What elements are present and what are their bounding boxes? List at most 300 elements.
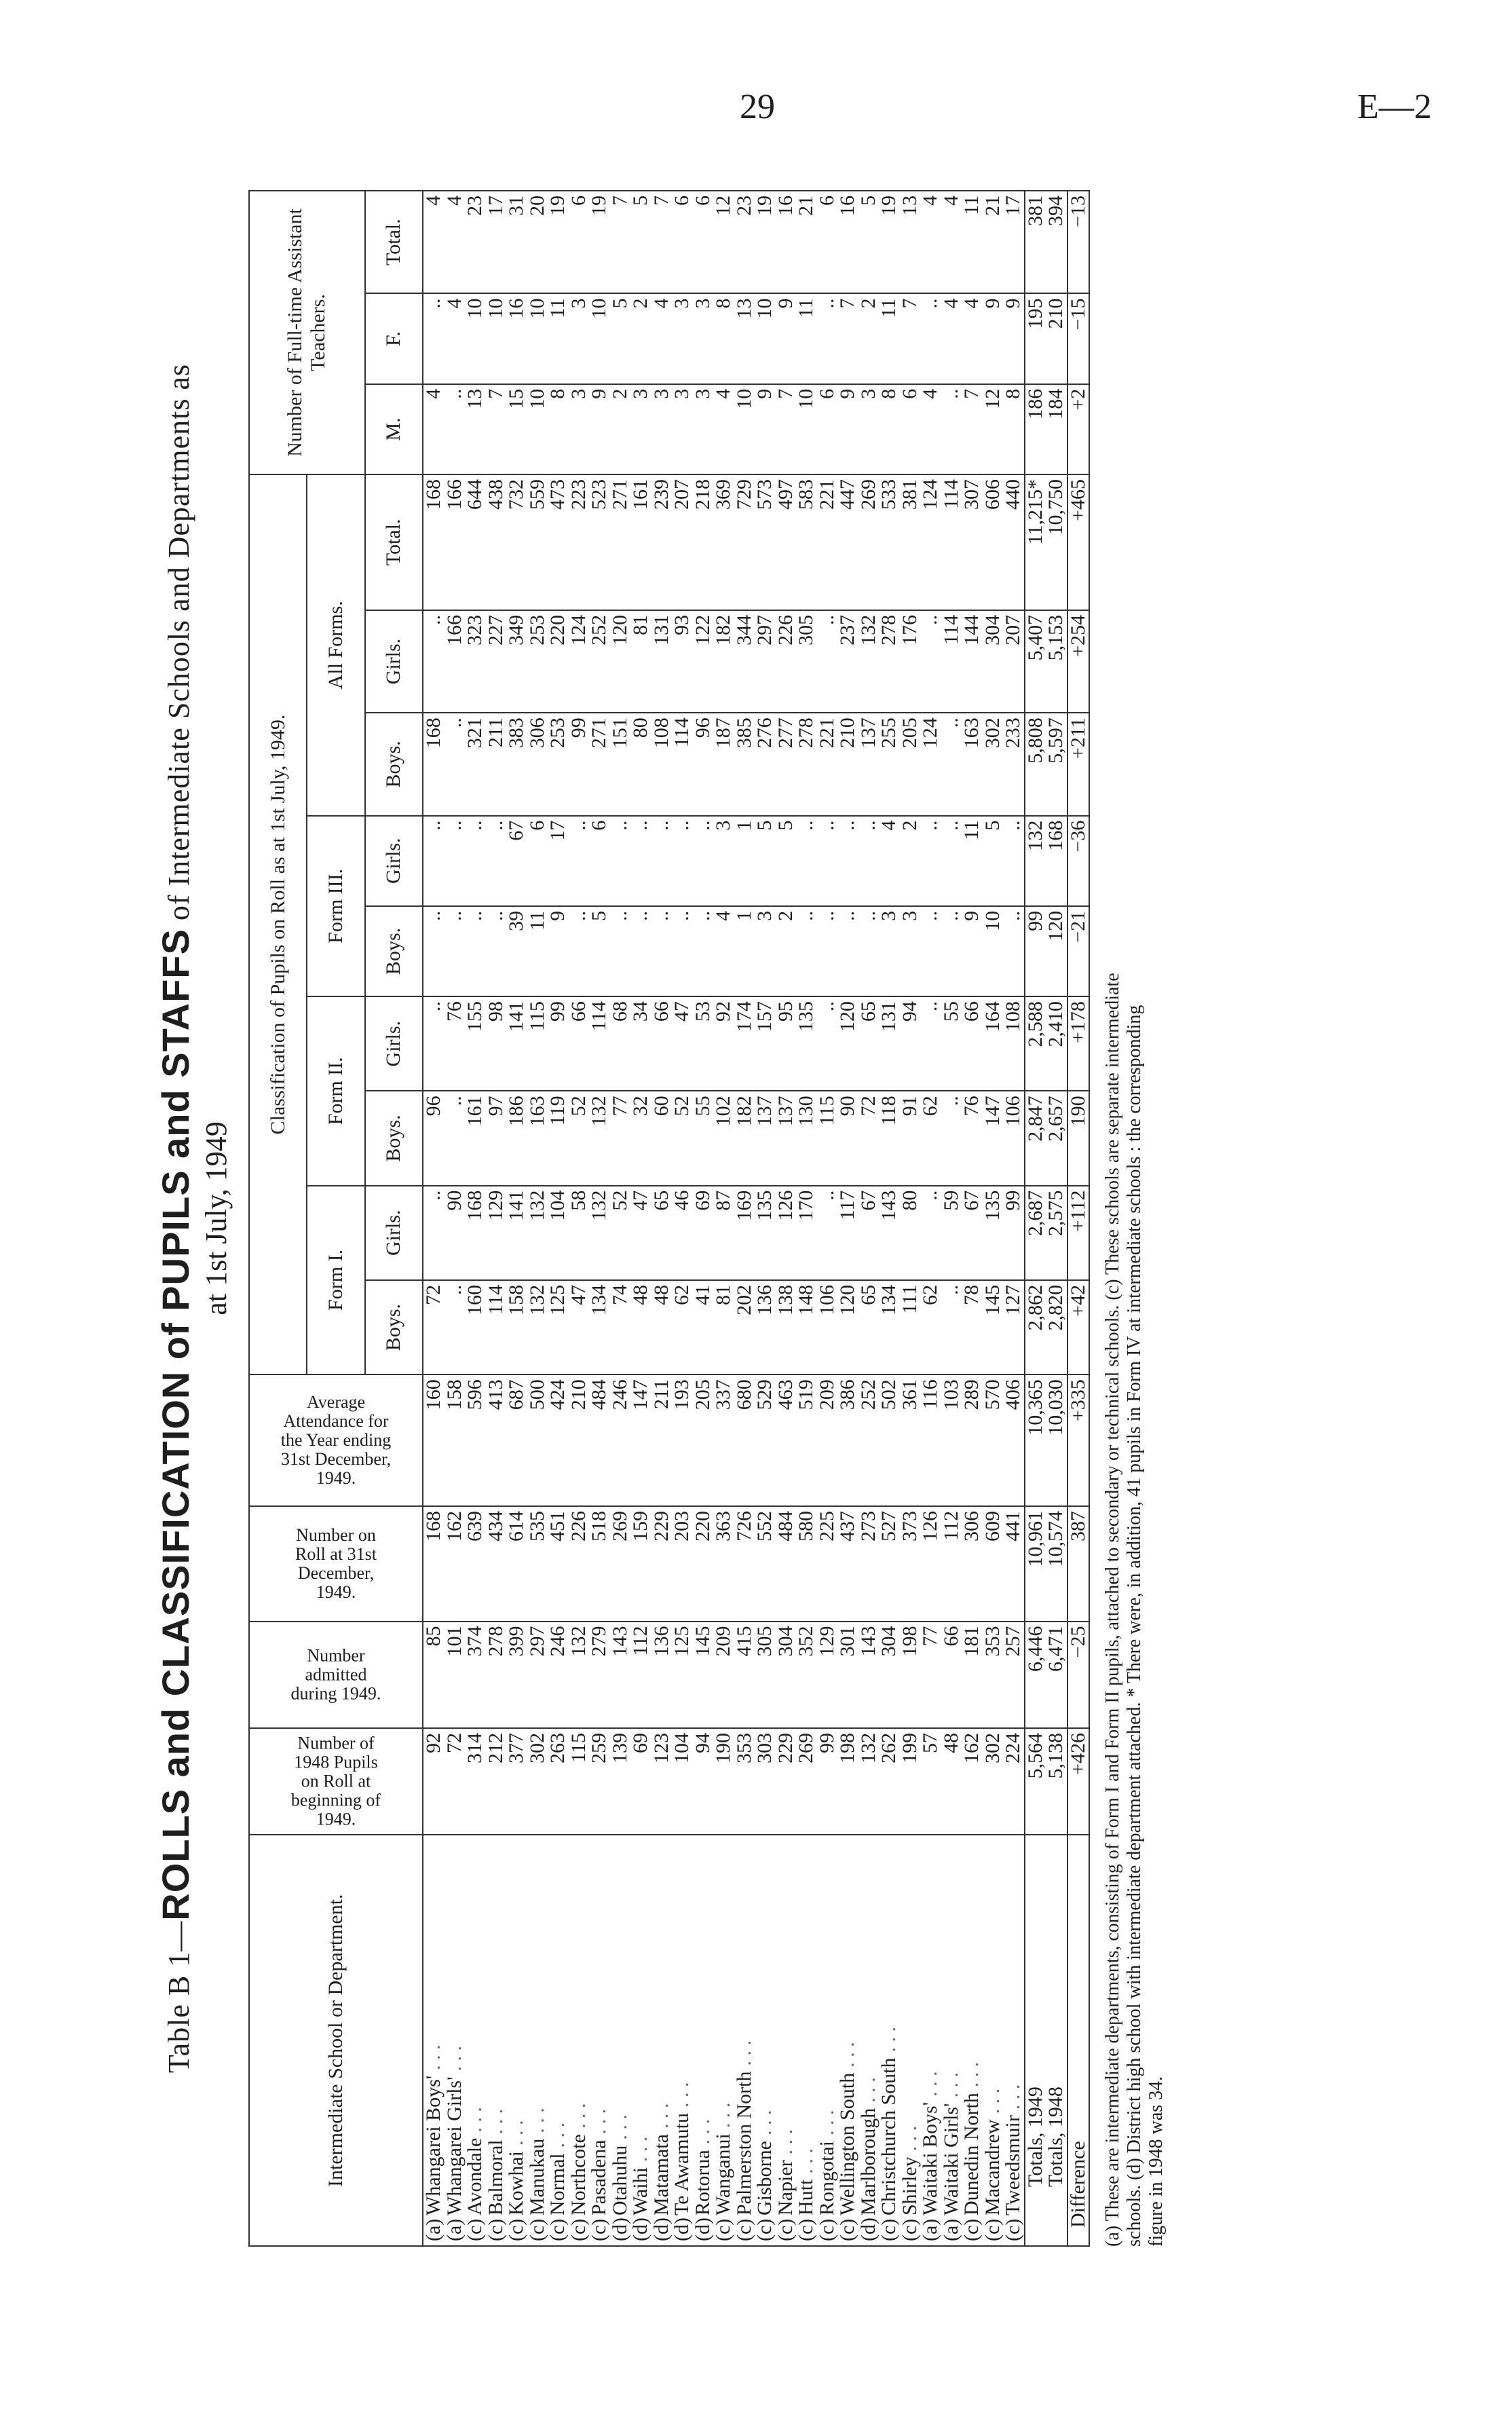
value-cell: 3	[630, 384, 651, 474]
value-cell: 212	[486, 1728, 507, 1835]
value-cell: ..	[486, 906, 507, 996]
header-girls: Girls.	[365, 1186, 423, 1280]
value-cell: 117	[837, 1186, 858, 1280]
school-name: Marlborough	[856, 2108, 880, 2215]
school-name: Palmerston North	[732, 2071, 755, 2215]
value-cell: 13	[734, 294, 755, 384]
value-cell: 102	[713, 1091, 734, 1185]
school-name: Dunedin North	[960, 2093, 983, 2215]
value-cell: 4	[651, 294, 673, 384]
value-cell: 120	[837, 1280, 858, 1374]
value-cell: 3	[693, 294, 714, 384]
school-name: Waitaki Girls'	[939, 2103, 962, 2215]
value-cell: ..	[423, 294, 445, 384]
value-cell: 78	[962, 1280, 983, 1374]
value-cell: 383	[506, 713, 527, 815]
value-cell: 176	[900, 610, 921, 713]
header-average-attendance: Average Attendance for the Year ending 31st December, 1949.	[249, 1374, 423, 1506]
school-name: Normal	[546, 2153, 569, 2215]
value-cell: 111	[900, 1280, 921, 1374]
value-cell: 190	[713, 1728, 734, 1835]
value-cell: ..	[817, 906, 838, 996]
value-cell: 278	[796, 713, 817, 815]
value-cell: 639	[465, 1506, 486, 1622]
value-cell: 269	[610, 1506, 631, 1622]
value-cell: 263	[548, 1728, 569, 1835]
value-cell: ..	[796, 816, 817, 906]
value-cell: 209	[817, 1374, 838, 1506]
value-cell: 2,410	[1046, 996, 1067, 1091]
value-cell: 97	[486, 1091, 507, 1185]
value-cell: 98	[486, 996, 507, 1091]
value-cell: 374	[465, 1622, 486, 1728]
value-cell: 729	[734, 474, 755, 610]
value-cell: 132	[858, 1728, 880, 1835]
header-roll-december: Number on Roll at 31st December, 1949.	[249, 1506, 423, 1622]
value-cell: 5,153	[1046, 610, 1067, 713]
value-cell: 413	[486, 1374, 507, 1506]
value-cell: ..	[423, 610, 445, 713]
value-cell: 306	[527, 713, 548, 815]
value-cell: 124	[569, 610, 590, 713]
leader-dots: . . .	[484, 2108, 507, 2135]
table-row	[423, 191, 445, 2246]
value-cell: 132	[1025, 816, 1046, 906]
value-cell: 108	[651, 713, 673, 815]
table-row	[589, 191, 610, 2246]
value-cell: 10	[465, 294, 486, 384]
header-form1: Form I.	[307, 1186, 364, 1375]
value-cell: ..	[445, 816, 466, 906]
value-cell: 203	[672, 1506, 693, 1622]
value-cell: 438	[486, 474, 507, 610]
value-cell: 271	[610, 474, 631, 610]
value-cell: 5	[983, 816, 1004, 906]
value-cell: 96	[693, 713, 714, 815]
value-cell: 13	[900, 191, 921, 294]
value-cell: 77	[920, 1622, 941, 1728]
value-cell: 106	[817, 1280, 838, 1374]
school-name: Napier	[774, 2160, 797, 2215]
value-cell: ..	[486, 816, 507, 906]
value-cell: 85	[423, 1622, 445, 1728]
value-cell: 21	[983, 191, 1004, 294]
value-cell: 6	[900, 384, 921, 474]
table-row	[1046, 191, 1067, 2246]
value-cell: 94	[900, 996, 921, 1091]
value-cell: 181	[962, 1622, 983, 1728]
value-cell: 7	[900, 294, 921, 384]
value-cell: 218	[693, 474, 714, 610]
value-cell: 3	[651, 384, 673, 474]
value-cell: 271	[589, 713, 610, 815]
school-type-tag: (d)	[608, 2218, 631, 2241]
value-cell: ..	[941, 816, 962, 906]
value-cell: 5,808	[1025, 713, 1046, 815]
header-girls: Girls.	[365, 816, 423, 906]
value-cell: 67	[506, 816, 527, 906]
value-cell: 220	[548, 610, 569, 713]
value-cell: 52	[610, 1186, 631, 1280]
leader-dots: . . .	[608, 2114, 631, 2140]
value-cell: ..	[941, 713, 962, 815]
value-cell: 570	[983, 1374, 1004, 1506]
value-cell: 381	[900, 474, 921, 610]
value-cell: 8	[879, 384, 900, 474]
value-cell: 162	[445, 1506, 466, 1622]
value-cell: 106	[1003, 1091, 1025, 1185]
value-cell: 198	[900, 1622, 921, 1728]
value-cell: 136	[651, 1622, 673, 1728]
school-name: Rotorua	[691, 2150, 714, 2215]
value-cell: 502	[879, 1374, 900, 1506]
school-name-cell	[610, 1835, 631, 2246]
value-cell: −36	[1067, 816, 1090, 906]
difference-label: Difference	[1066, 2141, 1089, 2228]
school-type-tag: (c)	[732, 2218, 755, 2241]
value-cell: 151	[610, 713, 631, 815]
value-cell: 76	[962, 1091, 983, 1185]
table-row	[776, 191, 797, 2246]
school-name: Northcote	[567, 2134, 590, 2215]
value-cell: 226	[569, 1506, 590, 1622]
value-cell: 9	[962, 906, 983, 996]
value-cell: 190	[1067, 1091, 1090, 1185]
table-row	[713, 191, 734, 2246]
table-row	[900, 191, 921, 2246]
table-row	[1003, 191, 1025, 2246]
school-name-cell	[755, 1835, 776, 2246]
value-cell: 3	[755, 906, 776, 996]
value-cell: 257	[1003, 1622, 1025, 1728]
school-type-tag: (c)	[588, 2218, 610, 2241]
value-cell: ..	[858, 906, 880, 996]
value-cell: 182	[713, 610, 734, 713]
value-cell: 62	[920, 1280, 941, 1374]
value-cell: 9	[755, 384, 776, 474]
value-cell: 158	[506, 1280, 527, 1374]
table-row	[734, 191, 755, 2246]
value-cell: 130	[796, 1091, 817, 1185]
value-cell: 644	[465, 474, 486, 610]
value-cell: 99	[569, 713, 590, 815]
value-cell: 20	[527, 191, 548, 294]
value-cell: ..	[445, 713, 466, 815]
value-cell: 67	[962, 1186, 983, 1280]
value-cell: 124	[920, 474, 941, 610]
value-cell: 441	[1003, 1506, 1025, 1622]
value-cell: ..	[465, 906, 486, 996]
school-type-tag: (c)	[960, 2218, 983, 2241]
value-cell: 170	[796, 1186, 817, 1280]
value-cell: 5	[858, 191, 880, 294]
value-cell: 195	[1025, 294, 1046, 384]
header-admitted: Number admitted during 1949.	[249, 1622, 423, 1728]
value-cell: 134	[879, 1280, 900, 1374]
value-cell: 2	[858, 294, 880, 384]
value-cell: 145	[693, 1622, 714, 1728]
value-cell: 2	[776, 906, 797, 996]
value-cell: 262	[879, 1728, 900, 1835]
school-name-cell	[589, 1835, 610, 2246]
school-name-cell	[713, 1835, 734, 2246]
value-cell: 141	[506, 1186, 527, 1280]
value-cell: 143	[610, 1622, 631, 1728]
value-cell: ..	[610, 906, 631, 996]
value-cell: 4	[920, 191, 941, 294]
leader-dots: . . .	[649, 2103, 673, 2129]
school-name: Whangarei Boys'	[422, 2075, 445, 2215]
value-cell: 227	[486, 610, 507, 713]
header-girls: Girls.	[365, 996, 423, 1091]
value-cell: 53	[693, 996, 714, 1091]
value-cell: ..	[1003, 816, 1025, 906]
value-cell: 12	[713, 191, 734, 294]
value-cell: 68	[610, 996, 631, 1091]
value-cell: 305	[755, 1622, 776, 1728]
value-cell: 114	[941, 474, 962, 610]
value-cell: 103	[941, 1374, 962, 1506]
table-row	[879, 191, 900, 2246]
value-cell: ..	[941, 1091, 962, 1185]
value-cell: 6,471	[1046, 1622, 1067, 1728]
value-cell: ..	[445, 1091, 466, 1185]
value-cell: 147	[630, 1374, 651, 1506]
value-cell: 10	[486, 294, 507, 384]
value-cell: 39	[506, 906, 527, 996]
value-cell: ..	[651, 816, 673, 906]
value-cell: 10	[796, 384, 817, 474]
value-cell: ..	[920, 294, 941, 384]
value-cell: 6	[589, 816, 610, 906]
value-cell: 4	[879, 816, 900, 906]
value-cell: 2,862	[1025, 1280, 1046, 1374]
value-cell: 385	[734, 713, 755, 815]
value-cell: 9	[776, 294, 797, 384]
school-type-tag: (c)	[484, 2218, 507, 2241]
value-cell: 2,575	[1046, 1186, 1067, 1280]
header-boys: Boys.	[365, 713, 423, 815]
value-cell: ..	[920, 1186, 941, 1280]
value-cell: 11	[548, 294, 569, 384]
value-cell: 497	[776, 474, 797, 610]
value-cell: 246	[548, 1622, 569, 1728]
school-name: Otahuhu	[608, 2145, 631, 2215]
value-cell: 323	[465, 610, 486, 713]
school-type-tag: (c)	[877, 2218, 900, 2241]
value-cell: 17	[548, 816, 569, 906]
value-cell: 2,820	[1046, 1280, 1067, 1374]
value-cell: 303	[755, 1728, 776, 1835]
value-cell: 135	[983, 1186, 1004, 1280]
value-cell: 139	[610, 1728, 631, 1835]
value-cell: 207	[1003, 610, 1025, 713]
value-cell: 11	[962, 191, 983, 294]
value-cell: 66	[941, 1622, 962, 1728]
value-cell: ..	[817, 816, 838, 906]
value-cell: 1	[734, 906, 755, 996]
header-all-forms: All Forms.	[307, 474, 364, 816]
value-cell: 437	[837, 1506, 858, 1622]
value-cell: 162	[962, 1728, 983, 1835]
school-name-cell	[1046, 1835, 1067, 2246]
header-male: M.	[365, 384, 423, 474]
value-cell: 7	[962, 384, 983, 474]
school-type-tag: (d)	[670, 2218, 693, 2241]
value-cell: 302	[983, 713, 1004, 815]
value-cell: 337	[713, 1374, 734, 1506]
value-cell: 59	[941, 1186, 962, 1280]
value-cell: ..	[423, 906, 445, 996]
leader-dots: . . .	[1002, 2084, 1024, 2110]
value-cell: 614	[506, 1506, 527, 1622]
value-cell: 353	[983, 1622, 1004, 1728]
value-cell: 302	[527, 1728, 548, 1835]
value-cell: 276	[755, 713, 776, 815]
school-type-tag: (a)	[939, 2218, 962, 2241]
value-cell: +426	[1067, 1728, 1090, 1835]
value-cell: 62	[672, 1280, 693, 1374]
value-cell: 210	[569, 1374, 590, 1506]
value-cell: 269	[796, 1728, 817, 1835]
value-cell: 8	[548, 384, 569, 474]
table-row	[983, 191, 1004, 2246]
value-cell: 399	[506, 1622, 527, 1728]
leader-dots: . . .	[856, 2077, 880, 2103]
value-cell: 373	[900, 1506, 921, 1622]
school-type-tag: (d)	[856, 2218, 880, 2241]
value-cell: 225	[817, 1506, 838, 1622]
school-name: Gisborne	[753, 2141, 776, 2215]
value-cell: 259	[589, 1728, 610, 1835]
value-cell: 386	[837, 1374, 858, 1506]
value-cell: 11	[879, 294, 900, 384]
value-cell: 93	[672, 610, 693, 713]
value-cell: ..	[920, 906, 941, 996]
school-name: Shirley	[898, 2156, 921, 2215]
value-cell: 143	[879, 1186, 900, 1280]
leader-dots: . . .	[546, 2122, 569, 2148]
school-name-cell	[734, 1835, 755, 2246]
value-cell: 199	[900, 1728, 921, 1835]
school-name-cell	[776, 1835, 797, 2246]
value-cell: +254	[1067, 610, 1090, 713]
value-cell: 269	[858, 474, 880, 610]
school-name-cell	[941, 1835, 962, 2246]
school-name-cell	[1003, 1835, 1025, 2246]
value-cell: 221	[817, 713, 838, 815]
value-cell: ..	[920, 816, 941, 906]
school-name-cell	[983, 1835, 1004, 2246]
value-cell: 239	[651, 474, 673, 610]
school-name-cell	[506, 1835, 527, 2246]
school-name: Hutt	[795, 2179, 817, 2215]
value-cell: 10	[527, 294, 548, 384]
value-cell: 143	[858, 1622, 880, 1728]
value-cell: +465	[1067, 474, 1090, 610]
header-form3: Form III.	[307, 816, 364, 996]
value-cell: 186	[1025, 384, 1046, 474]
value-cell: 4	[423, 191, 445, 294]
value-cell: 81	[713, 1280, 734, 1374]
table-row	[445, 191, 466, 2246]
value-cell: 126	[776, 1186, 797, 1280]
value-cell: 2,687	[1025, 1186, 1046, 1280]
table-row	[630, 191, 651, 2246]
value-cell: 147	[983, 1091, 1004, 1185]
value-cell: ..	[693, 816, 714, 906]
value-cell: 132	[527, 1186, 548, 1280]
value-cell: 137	[776, 1091, 797, 1185]
leader-dots: . . .	[877, 2027, 900, 2053]
school-type-tag: (c)	[712, 2218, 734, 2241]
value-cell: 12	[983, 384, 1004, 474]
value-cell: 129	[817, 1622, 838, 1728]
value-cell: 90	[837, 1091, 858, 1185]
header-beginning: Number of 1948 Pupils on Roll at beginning of 1949.	[249, 1728, 423, 1835]
value-cell: 118	[879, 1091, 900, 1185]
value-cell: 126	[920, 1506, 941, 1622]
value-cell: 4	[941, 191, 962, 294]
value-cell: 10	[734, 384, 755, 474]
school-name: Balmoral	[484, 2139, 507, 2215]
school-name: Te Awamutu	[670, 2113, 693, 2215]
table-row	[920, 191, 941, 2246]
school-name-cell	[1067, 1835, 1090, 2246]
leader-dots: . . .	[981, 2088, 1004, 2114]
value-cell: 518	[589, 1506, 610, 1622]
school-type-tag: (c)	[753, 2218, 776, 2241]
value-cell: 131	[879, 996, 900, 1091]
value-cell: 158	[445, 1374, 466, 1506]
value-cell: 8	[713, 294, 734, 384]
value-cell: 5,564	[1025, 1728, 1046, 1835]
leader-dots: . . .	[442, 2046, 466, 2072]
value-cell: 168	[423, 713, 445, 815]
school-type-tag: (c)	[836, 2218, 858, 2241]
value-cell: 609	[983, 1506, 1004, 1622]
school-name: Tweedsmuir	[1002, 2115, 1024, 2215]
value-cell: ..	[941, 1280, 962, 1374]
school-type-tag: (a)	[919, 2218, 941, 2241]
table-row	[527, 191, 548, 2246]
value-cell: 533	[879, 474, 900, 610]
value-cell: 186	[506, 1091, 527, 1185]
value-cell: 9	[548, 906, 569, 996]
value-cell: 60	[651, 1091, 673, 1185]
value-cell: 15	[506, 384, 527, 474]
value-cell: 193	[672, 1374, 693, 1506]
value-cell: 3	[713, 816, 734, 906]
value-cell: 48	[630, 1280, 651, 1374]
value-cell: 13	[465, 384, 486, 474]
value-cell: 80	[630, 713, 651, 815]
value-cell: 157	[755, 996, 776, 1091]
table-row	[486, 191, 507, 2246]
value-cell: ..	[920, 610, 941, 713]
leader-dots: . . .	[712, 2102, 734, 2129]
value-cell: 363	[713, 1506, 734, 1622]
header-form2: Form II.	[307, 996, 364, 1186]
value-cell: 10,961	[1025, 1506, 1046, 1622]
value-cell: 253	[548, 713, 569, 815]
school-name-cell	[796, 1835, 817, 2246]
school-name-cell	[693, 1835, 714, 2246]
value-cell: 114	[589, 996, 610, 1091]
value-cell: 202	[734, 1280, 755, 1374]
school-type-tag: (c)	[525, 2218, 548, 2241]
value-cell: 210	[1046, 294, 1067, 384]
